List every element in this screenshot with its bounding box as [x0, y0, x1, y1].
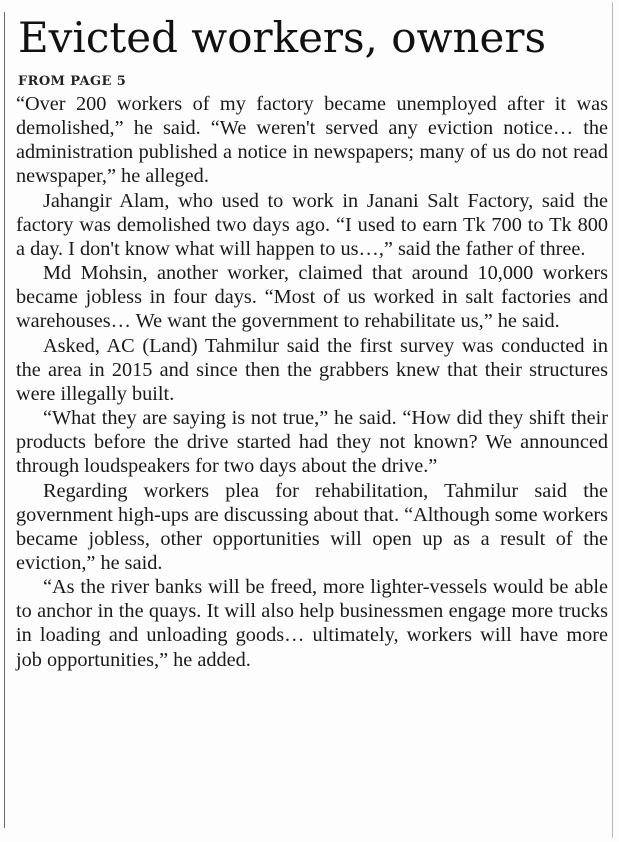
- article-paragraph: “What they are saying is not true,” he said. “How did they shift their products before the drive started had they not known? We announced through loudspeakers for two days about the drive.”: [16, 407, 608, 478]
- article-paragraph: Asked, AC (Land) Tahmilur said the first survey was conducted in the area in 2015 and since then the grabbers knew that their structures were illegally built.: [16, 334, 608, 405]
- article-paragraph: “Over 200 workers of my factory became unemployed after it was demolished,” he said. “We weren't served any eviction notice… the administration published a notice in newspapers; many of us do not read newspaper,” he alleged.: [16, 93, 608, 188]
- headline: Evicted workers, owners: [18, 13, 547, 62]
- article-paragraph: Md Mohsin, another worker, claimed that around 10,000 workers became jobless in four days. “Most of us worked in salt factories and warehouses… We want the government to rehabilitate us,” he said.: [16, 262, 608, 333]
- column-rule-left: [4, 12, 5, 828]
- jump-line: FROM PAGE 5: [18, 74, 127, 89]
- article-paragraph: Jahangir Alam, who used to work in Janani Salt Factory, said the factory was demolished two days ago. “I used to earn Tk 700 to Tk 800 a day. I don't know what will happen to us…,” said the father of three.: [16, 189, 608, 260]
- article-paragraph: “As the river banks will be freed, more lighter-vessels would be able to anchor in the quays. It will also help businessmen engage more trucks in loading and unloading goods… ultimately, workers will have more job opportunities,” he added.: [16, 576, 608, 671]
- article-paragraph: Regarding workers plea for rehabilitation, Tahmilur said the government high-ups are discussing about that. “Although some workers became jobless, other opportunities will open up as a result of the eviction,” he said.: [16, 479, 608, 574]
- column-rule-right: [612, 2, 613, 838]
- article-body: [16, 92, 608, 672]
